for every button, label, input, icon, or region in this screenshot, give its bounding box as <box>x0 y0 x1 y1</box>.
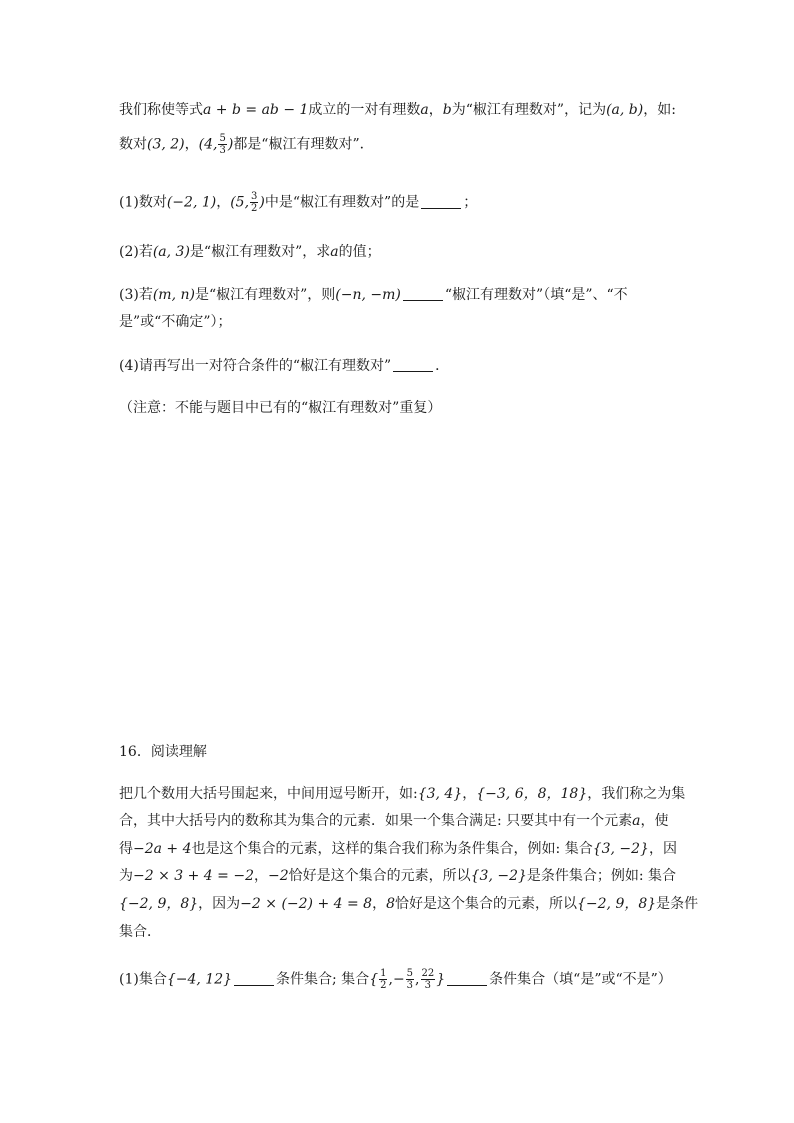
question-number: (3) <box>119 287 139 303</box>
question-number: (1) <box>119 971 139 988</box>
intro-text: 都是“椒江有理数对”． <box>233 136 374 153</box>
fraction: $\frac{3}{2}$ <box>251 191 258 214</box>
pair: (−2, 1) <box>166 194 217 211</box>
answer-blank[interactable] <box>234 971 274 986</box>
intro-text: 成立的一对有理数 <box>308 102 421 118</box>
expression: −2a + 4 <box>133 841 192 857</box>
set: {−4, 12} <box>166 971 233 988</box>
expression: −2 × 3 + 4 = −2 <box>133 868 254 884</box>
p16-question-1: (1)集合{−4, 12} 条件集合; 集合{ $\frac{1}{2}$ ,− $\frac{5}{3}$ , $\frac{22}{3}$ } 条件集合（填“是”或“不是”） <box>119 968 672 991</box>
equation: a + b = ab − 1 <box>203 102 309 118</box>
answer-blank[interactable] <box>447 971 487 986</box>
intro-line-2 <box>119 133 374 156</box>
question-number: (4) <box>119 358 139 374</box>
pair: (a, 3) <box>152 244 190 260</box>
question-4: (4)请再写出一对符合条件的“椒江有理数对” ． <box>119 358 450 374</box>
set: {−2, 9，8} <box>119 896 199 912</box>
expression: −2 × (−2) + 4 = 8 <box>240 896 373 912</box>
question-2: (2)若(a, 3)是“椒江有理数对”，求a的值； <box>119 244 381 260</box>
p16-line-2: 合，其中大括号内的数称其为集合的元素．如果一个集合满足: 只要其中有一个元素a，使 <box>119 813 669 829</box>
set: {3, 4} <box>417 786 463 802</box>
answer-blank[interactable] <box>403 286 443 301</box>
set: {−2, 9，8} <box>577 896 657 912</box>
set: {3, −2} <box>470 868 527 884</box>
p16-line-6: 集合． <box>119 924 161 940</box>
intro-text: 为“椒江有理数对”，记为 <box>451 102 607 118</box>
example-pair-2-open: (4, <box>198 136 218 153</box>
example-pair-1: (3, 2) <box>147 136 185 153</box>
set: {3, −2} <box>592 841 649 857</box>
p16-line-4: 为−2 × 3 + 4 = −2，−2恰好是这个集合的元素，所以{3, −2}是条件集合；例如: 集合 <box>119 868 677 884</box>
note: （注意：不能与题目中已有的“椒江有理数对”重复） <box>119 400 442 416</box>
p16-line-5: {−2, 9，8}，因为−2 × (−2) + 4 = 8，8恰好是这个集合的元素，所以{−2, 9，8}是条件 <box>119 896 699 912</box>
pair-open: (5, <box>230 194 250 211</box>
p16-line-3: 得−2a + 4也是这个集合的元素，这样的集合我们称为条件集合，例如: 集合{3, −2}，因 <box>119 841 677 857</box>
pair: (−n, −m) <box>335 287 401 303</box>
question-3: (3)若(m, n)是“椒江有理数对”，则(−n, −m) “椒江有理数对”（填“是”、“不 <box>119 287 628 303</box>
answer-blank[interactable] <box>421 194 461 209</box>
pair: (m, n) <box>152 287 195 303</box>
intro-text: 我们称使等式 <box>119 102 203 118</box>
example-pair-2-close: ) <box>227 136 234 153</box>
comma: ， <box>184 136 199 153</box>
fraction: $\frac{5}{3}$ <box>406 968 414 991</box>
intro-line-1 <box>119 100 676 120</box>
var-a: a <box>330 244 339 260</box>
intro-text: ，如: <box>643 102 676 118</box>
var-a: a <box>420 102 429 118</box>
p16-line-1: 把几个数用大括号围起来，中间用逗号断开，如:{3, 4}，{−3, 6，8，18}，我们称之为集 <box>119 786 686 802</box>
problem-16-heading: 16．阅读理解 <box>119 744 207 760</box>
fraction: $\frac{1}{2}$ <box>380 968 387 991</box>
fraction: $\frac{5}{3}$ <box>219 133 226 156</box>
question-number: (1) <box>119 194 139 211</box>
question-number: (2) <box>119 244 139 260</box>
intro-text: 数对 <box>119 136 147 153</box>
notation: (a, b) <box>606 102 644 118</box>
question-3-line-2: 是”或“不确定”）； <box>119 314 232 330</box>
question-1: (1)数对(−2, 1)，(5, $\frac{3}{2}$ )中是“椒江有理数对”的是 ； <box>119 191 478 214</box>
set: {−3, 6，8，18} <box>476 786 588 802</box>
fraction: $\frac{22}{3}$ <box>421 968 435 991</box>
var-b: b <box>442 102 452 118</box>
answer-blank[interactable] <box>393 357 433 372</box>
comma: ， <box>428 102 443 118</box>
var-a: a <box>632 813 641 829</box>
